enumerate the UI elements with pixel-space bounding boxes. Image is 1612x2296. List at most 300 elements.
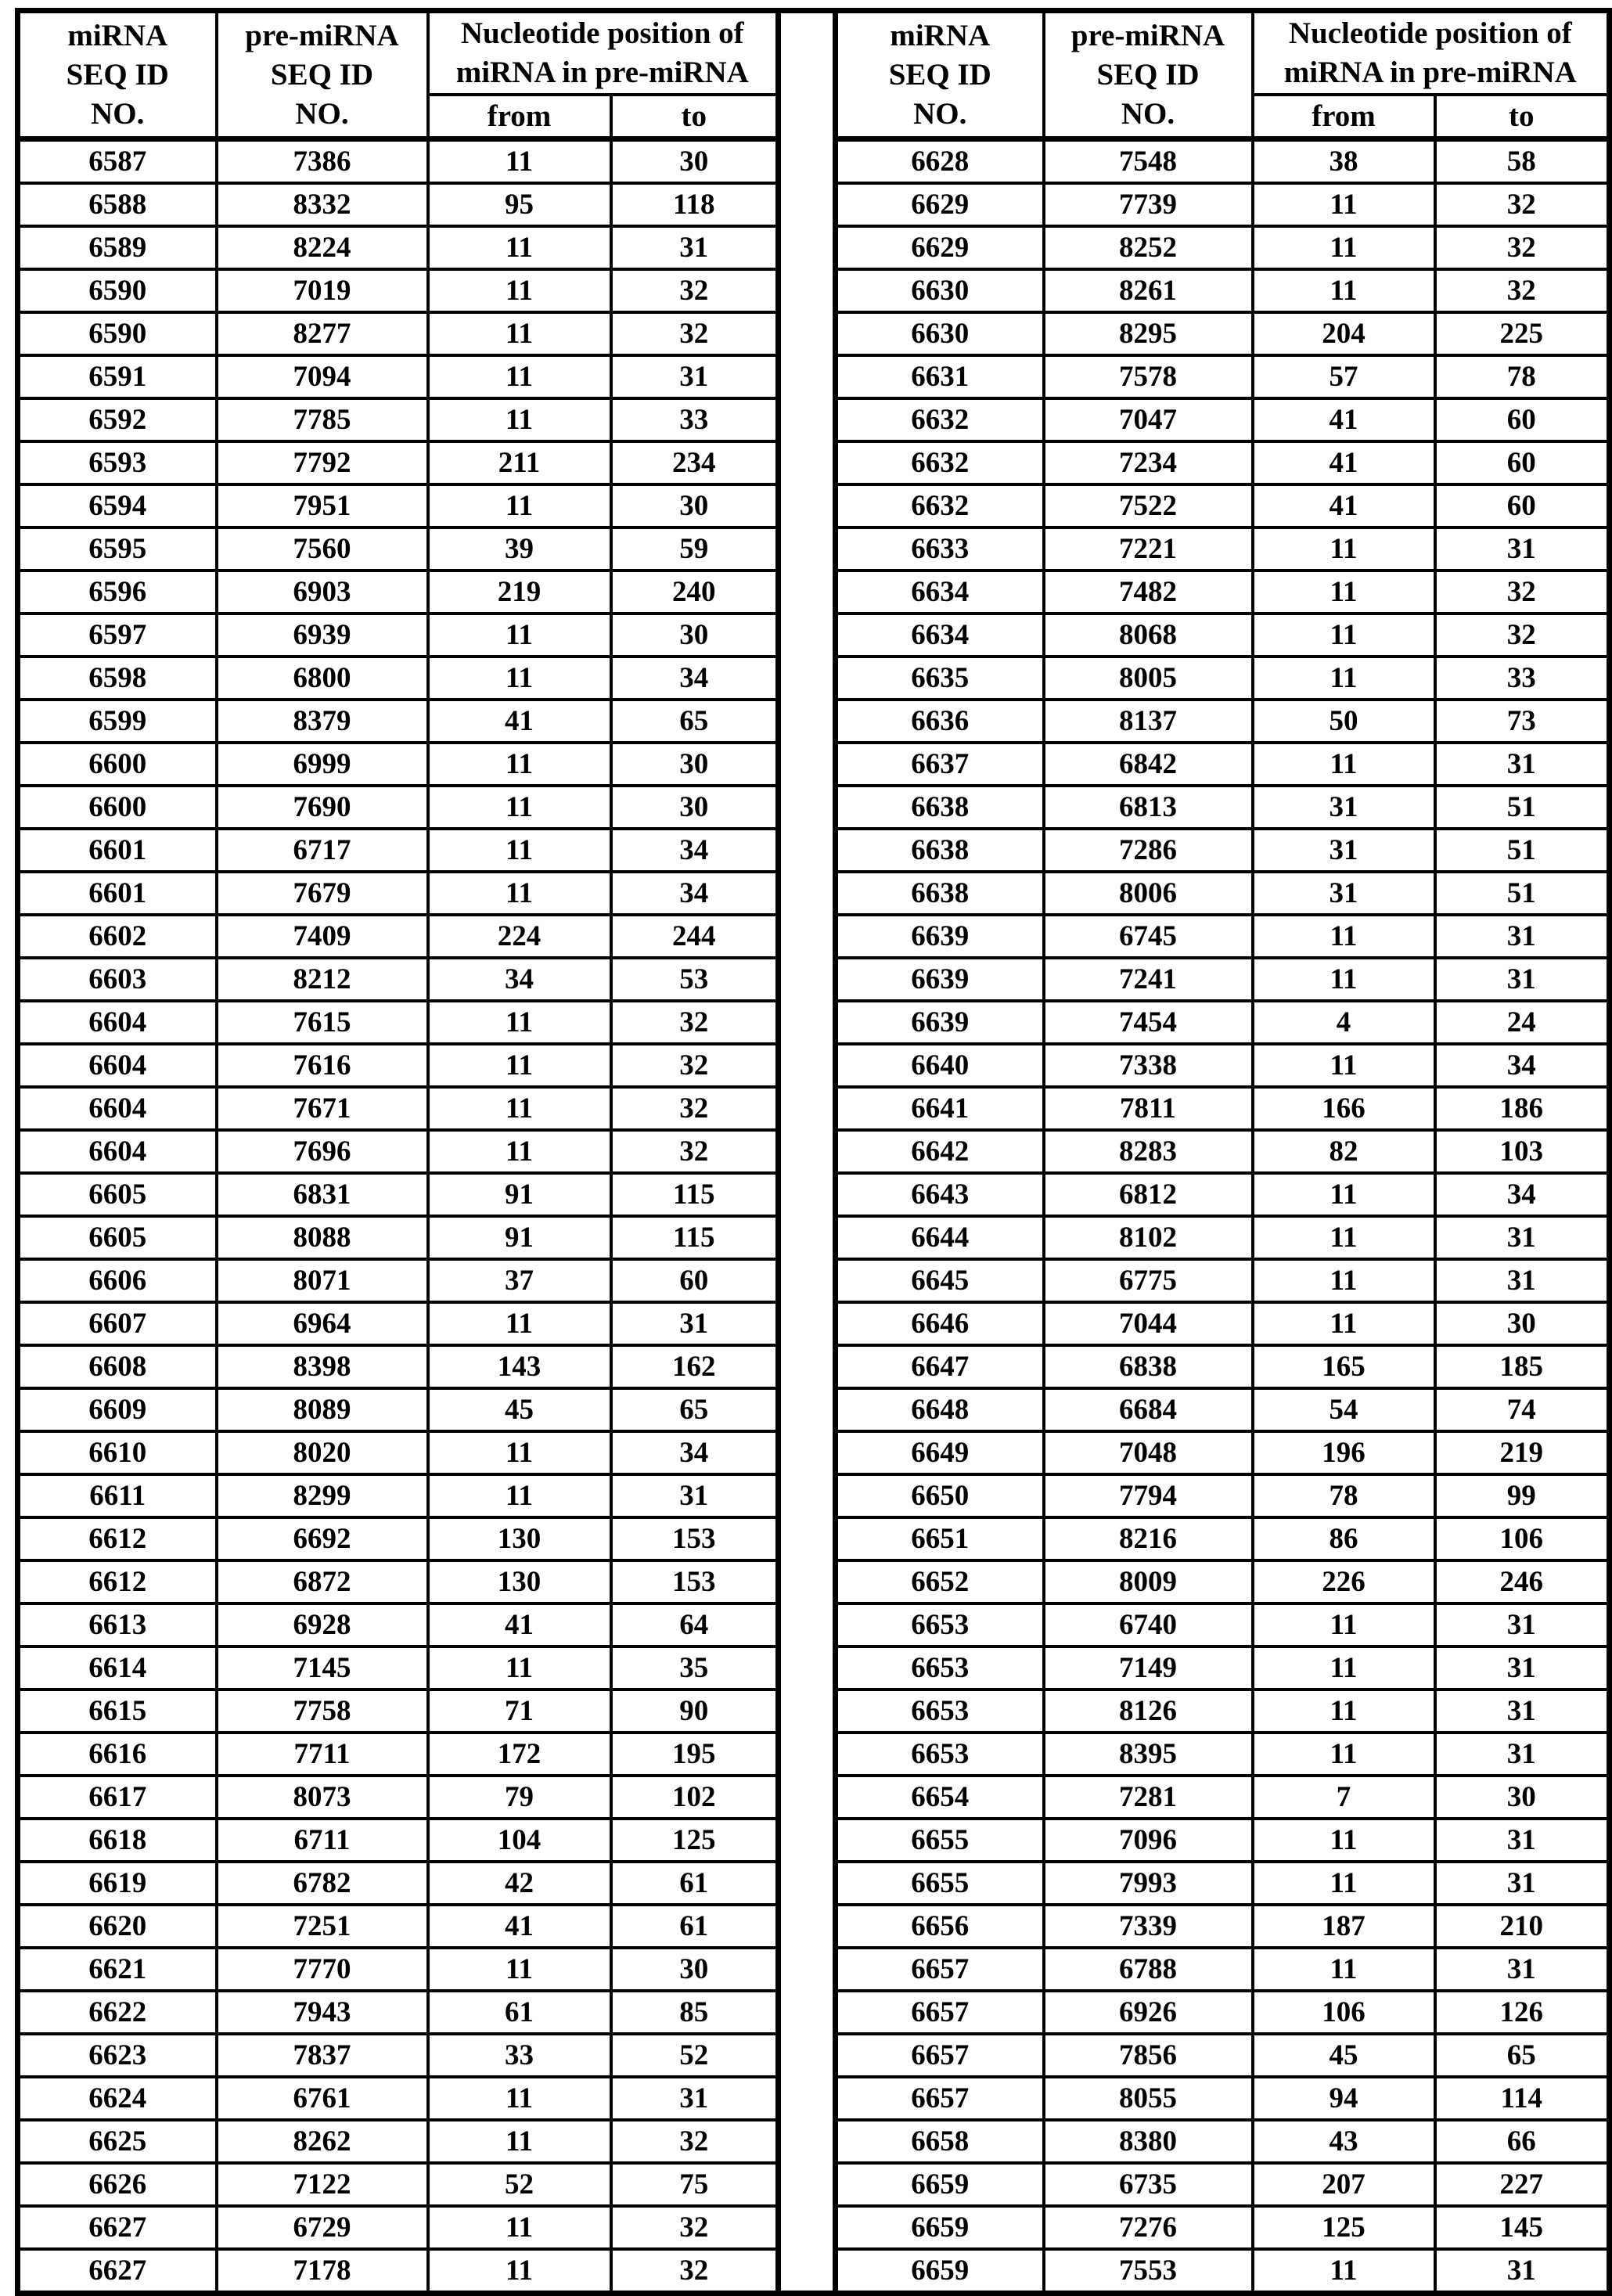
from-position-cell: 71 — [428, 1690, 611, 1733]
to-position-cell: 227 — [1435, 2163, 1610, 2206]
pre-mirna-seq-id-cell: 7482 — [1044, 570, 1253, 614]
to-position-cell: 234 — [611, 441, 779, 484]
right-table-row-28 — [836, 1302, 1610, 1345]
left-table-row-8 — [18, 441, 779, 484]
to-position-cell: 31 — [1435, 1603, 1610, 1646]
right-table-row-33 — [836, 1517, 1610, 1560]
left-table-row-50 — [18, 2249, 779, 2294]
pre-mirna-seq-id-cell: 7047 — [1044, 398, 1253, 441]
to-position-cell: 31 — [1435, 2249, 1610, 2294]
mirna-seq-id-cell: 6610 — [18, 1431, 217, 1474]
right-table-row-13 — [836, 657, 1610, 700]
pre-mirna-seq-id-cell: 8380 — [1044, 2120, 1253, 2163]
to-position-cell: 240 — [611, 570, 779, 614]
pre-mirna-seq-id-cell: 7615 — [217, 1001, 428, 1044]
from-position-cell: 125 — [1253, 2206, 1435, 2249]
right-table-row-9 — [836, 484, 1610, 527]
mirna-seq-id-cell: 6659 — [836, 2249, 1044, 2294]
from-position-cell: 11 — [1253, 614, 1435, 657]
from-position-cell: 78 — [1253, 1474, 1435, 1517]
mirna-seq-id-cell: 6590 — [18, 269, 217, 312]
to-position-cell: 73 — [1435, 700, 1610, 743]
pre-mirna-seq-id-cell: 7281 — [1044, 1776, 1253, 1819]
from-position-cell: 31 — [1253, 829, 1435, 872]
pre-mirna-seq-id-cell: 7522 — [1044, 484, 1253, 527]
pre-mirna-seq-id-cell: 7794 — [1044, 1474, 1253, 1517]
from-position-cell: 165 — [1253, 1345, 1435, 1388]
right-table-row-25 — [836, 1173, 1610, 1216]
from-position-cell: 219 — [428, 570, 611, 614]
mirna-seq-id-cell: 6632 — [836, 398, 1044, 441]
right-table-row-18 — [836, 872, 1610, 915]
right-header-from: from — [1253, 95, 1435, 139]
mirna-seq-id-cell: 6652 — [836, 1560, 1044, 1603]
left-table-row-46 — [18, 2077, 779, 2120]
left-table-row-22 — [18, 1044, 779, 1087]
right-table-row-15 — [836, 743, 1610, 786]
to-position-cell: 32 — [1435, 570, 1610, 614]
mirna-seq-id-cell: 6598 — [18, 657, 217, 700]
from-position-cell: 11 — [428, 1001, 611, 1044]
right-table-row-26 — [836, 1216, 1610, 1259]
pre-mirna-seq-id-cell: 8395 — [1044, 1733, 1253, 1776]
from-position-cell: 11 — [1253, 570, 1435, 614]
to-position-cell: 31 — [1435, 1948, 1610, 1991]
right-table-row-43 — [836, 1948, 1610, 1991]
from-position-cell: 207 — [1253, 2163, 1435, 2206]
mirna-seq-id-cell: 6589 — [18, 226, 217, 269]
mirna-seq-id-cell: 6611 — [18, 1474, 217, 1517]
pre-mirna-seq-id-cell: 6740 — [1044, 1603, 1253, 1646]
left-table-row-45 — [18, 2034, 779, 2077]
to-position-cell: 30 — [611, 786, 779, 829]
to-position-cell: 30 — [611, 614, 779, 657]
pre-mirna-seq-id-cell: 6684 — [1044, 1388, 1253, 1431]
from-position-cell: 106 — [1253, 1991, 1435, 2034]
to-position-cell: 52 — [611, 2034, 779, 2077]
right-table-row-2 — [836, 183, 1610, 226]
pre-mirna-seq-id-cell: 6711 — [217, 1819, 428, 1862]
pre-mirna-seq-id-cell: 7454 — [1044, 1001, 1253, 1044]
pre-mirna-seq-id-cell: 8299 — [217, 1474, 428, 1517]
left-table-row-27 — [18, 1259, 779, 1302]
to-position-cell: 102 — [611, 1776, 779, 1819]
pre-mirna-seq-id-cell: 7122 — [217, 2163, 428, 2206]
pre-mirna-seq-id-cell: 7096 — [1044, 1819, 1253, 1862]
to-position-cell: 31 — [1435, 1862, 1610, 1905]
to-position-cell: 34 — [611, 1431, 779, 1474]
left-table-row-41 — [18, 1862, 779, 1905]
from-position-cell: 50 — [1253, 700, 1435, 743]
pre-mirna-seq-id-cell: 7221 — [1044, 527, 1253, 570]
to-position-cell: 65 — [611, 700, 779, 743]
from-position-cell: 130 — [428, 1517, 611, 1560]
to-position-cell: 186 — [1435, 1087, 1610, 1130]
from-position-cell: 11 — [428, 139, 611, 184]
to-position-cell: 31 — [1435, 1216, 1610, 1259]
pre-mirna-seq-id-cell: 7234 — [1044, 441, 1253, 484]
mirna-seq-id-cell: 6604 — [18, 1087, 217, 1130]
to-position-cell: 59 — [611, 527, 779, 570]
pre-mirna-seq-id-cell: 8088 — [217, 1216, 428, 1259]
from-position-cell: 52 — [428, 2163, 611, 2206]
pre-mirna-seq-id-cell: 6788 — [1044, 1948, 1253, 1991]
right-table-row-17 — [836, 829, 1610, 872]
to-position-cell: 30 — [611, 484, 779, 527]
from-position-cell: 11 — [428, 2249, 611, 2294]
left-table-row-48 — [18, 2163, 779, 2206]
pre-mirna-seq-id-cell: 8009 — [1044, 1560, 1253, 1603]
right-table-row-36 — [836, 1646, 1610, 1690]
to-position-cell: 195 — [611, 1733, 779, 1776]
mirna-seq-id-cell: 6588 — [18, 183, 217, 226]
to-position-cell: 31 — [611, 2077, 779, 2120]
mirna-seq-id-cell: 6643 — [836, 1173, 1044, 1216]
mirna-seq-id-cell: 6659 — [836, 2206, 1044, 2249]
right-header-pre-mirna-seq-id: pre-miRNA SEQ ID NO. — [1044, 11, 1253, 139]
from-position-cell: 11 — [428, 2206, 611, 2249]
left-header-to: to — [611, 95, 779, 139]
mirna-seq-id-cell: 6602 — [18, 915, 217, 958]
pre-mirna-seq-id-cell: 7856 — [1044, 2034, 1253, 2077]
mirna-seq-id-cell: 6632 — [836, 441, 1044, 484]
from-position-cell: 91 — [428, 1173, 611, 1216]
mirna-seq-id-cell: 6641 — [836, 1087, 1044, 1130]
right-table-row-40 — [836, 1819, 1610, 1862]
to-position-cell: 30 — [1435, 1302, 1610, 1345]
left-table-row-29 — [18, 1345, 779, 1388]
from-position-cell: 41 — [1253, 398, 1435, 441]
pre-mirna-seq-id-cell: 8277 — [217, 312, 428, 355]
to-position-cell: 162 — [611, 1345, 779, 1388]
to-position-cell: 34 — [611, 657, 779, 700]
right-table-row-7 — [836, 398, 1610, 441]
from-position-cell: 143 — [428, 1345, 611, 1388]
pre-mirna-seq-id-cell: 7690 — [217, 786, 428, 829]
pre-mirna-seq-id-cell: 7276 — [1044, 2206, 1253, 2249]
mirna-seq-id-cell: 6634 — [836, 614, 1044, 657]
mirna-seq-id-cell: 6638 — [836, 872, 1044, 915]
pre-mirna-seq-id-cell: 7409 — [217, 915, 428, 958]
pre-mirna-seq-id-cell: 7679 — [217, 872, 428, 915]
right-table-row-46 — [836, 2077, 1610, 2120]
pre-mirna-seq-id-cell: 8137 — [1044, 700, 1253, 743]
from-position-cell: 54 — [1253, 1388, 1435, 1431]
to-position-cell: 118 — [611, 183, 779, 226]
mirna-seq-id-cell: 6619 — [18, 1862, 217, 1905]
mirna-seq-id-cell: 6629 — [836, 183, 1044, 226]
right-table-row-10 — [836, 527, 1610, 570]
to-position-cell: 31 — [1435, 1733, 1610, 1776]
pre-mirna-seq-id-cell: 8262 — [217, 2120, 428, 2163]
from-position-cell: 11 — [1253, 183, 1435, 226]
mirna-seq-id-cell: 6657 — [836, 1991, 1044, 2034]
right-table-row-5 — [836, 312, 1610, 355]
left-table-row-47 — [18, 2120, 779, 2163]
left-header-pre-mirna-seq-id: pre-miRNA SEQ ID NO. — [217, 11, 428, 139]
mirna-seq-id-cell: 6614 — [18, 1646, 217, 1690]
to-position-cell: 225 — [1435, 312, 1610, 355]
pre-mirna-seq-id-cell: 6717 — [217, 829, 428, 872]
from-position-cell: 39 — [428, 527, 611, 570]
left-table-row-20 — [18, 958, 779, 1001]
pre-mirna-seq-id-cell: 7149 — [1044, 1646, 1253, 1690]
pre-mirna-seq-id-cell: 7048 — [1044, 1431, 1253, 1474]
left-table-row-37 — [18, 1690, 779, 1733]
left-table-row-26 — [18, 1216, 779, 1259]
right-table-row-16 — [836, 786, 1610, 829]
to-position-cell: 53 — [611, 958, 779, 1001]
to-position-cell: 31 — [1435, 915, 1610, 958]
left-table-row-44 — [18, 1991, 779, 2034]
right-header-nucleotide-position: Nucleotide position of miRNA in pre-miRNA — [1253, 11, 1610, 95]
pre-mirna-seq-id-cell: 6735 — [1044, 2163, 1253, 2206]
to-position-cell: 145 — [1435, 2206, 1610, 2249]
right-table-row-48 — [836, 2163, 1610, 2206]
right-table-row-50 — [836, 2249, 1610, 2294]
to-position-cell: 61 — [611, 1862, 779, 1905]
pre-mirna-seq-id-cell: 7616 — [217, 1044, 428, 1087]
pre-mirna-seq-id-cell: 6842 — [1044, 743, 1253, 786]
to-position-cell: 74 — [1435, 1388, 1610, 1431]
left-table-row-7 — [18, 398, 779, 441]
from-position-cell: 79 — [428, 1776, 611, 1819]
from-position-cell: 11 — [428, 1646, 611, 1690]
from-position-cell: 11 — [1253, 527, 1435, 570]
pre-mirna-seq-id-cell: 7951 — [217, 484, 428, 527]
mirna-seq-id-cell: 6653 — [836, 1603, 1044, 1646]
left-table-row-42 — [18, 1905, 779, 1948]
left-table-row-33 — [18, 1517, 779, 1560]
left-table-row-31 — [18, 1431, 779, 1474]
from-position-cell: 11 — [428, 484, 611, 527]
mirna-seq-id-cell: 6648 — [836, 1388, 1044, 1431]
from-position-cell: 82 — [1253, 1130, 1435, 1173]
pre-mirna-seq-id-cell: 8224 — [217, 226, 428, 269]
pre-mirna-seq-id-cell: 8020 — [217, 1431, 428, 1474]
left-table-row-4 — [18, 269, 779, 312]
to-position-cell: 61 — [611, 1905, 779, 1948]
from-position-cell: 11 — [1253, 1259, 1435, 1302]
mirna-seq-id-cell: 6632 — [836, 484, 1044, 527]
from-position-cell: 11 — [1253, 1173, 1435, 1216]
from-position-cell: 11 — [428, 2077, 611, 2120]
to-position-cell: 66 — [1435, 2120, 1610, 2163]
pre-mirna-seq-id-cell: 7548 — [1044, 139, 1253, 184]
from-position-cell: 11 — [1253, 657, 1435, 700]
pre-mirna-seq-id-cell: 6939 — [217, 614, 428, 657]
to-position-cell: 32 — [611, 1130, 779, 1173]
to-position-cell: 60 — [611, 1259, 779, 1302]
to-position-cell: 32 — [611, 2206, 779, 2249]
to-position-cell: 246 — [1435, 1560, 1610, 1603]
left-table-row-1 — [18, 139, 779, 184]
pre-mirna-seq-id-cell: 7338 — [1044, 1044, 1253, 1087]
pre-mirna-seq-id-cell: 8102 — [1044, 1216, 1253, 1259]
right-table-row-24 — [836, 1130, 1610, 1173]
left-header-row-1 — [18, 11, 779, 95]
left-table-row-5 — [18, 312, 779, 355]
to-position-cell: 65 — [611, 1388, 779, 1431]
left-table-row-36 — [18, 1646, 779, 1690]
mirna-seq-id-cell: 6650 — [836, 1474, 1044, 1517]
left-table-row-30 — [18, 1388, 779, 1431]
pre-mirna-seq-id-cell: 8006 — [1044, 872, 1253, 915]
pre-mirna-seq-id-cell: 7386 — [217, 139, 428, 184]
right-table-row-14 — [836, 700, 1610, 743]
mirna-seq-id-cell: 6639 — [836, 915, 1044, 958]
from-position-cell: 11 — [1253, 1216, 1435, 1259]
to-position-cell: 30 — [611, 1948, 779, 1991]
from-position-cell: 95 — [428, 183, 611, 226]
from-position-cell: 11 — [428, 829, 611, 872]
mirna-seq-id-cell: 6657 — [836, 1948, 1044, 1991]
mirna-seq-id-cell: 6653 — [836, 1733, 1044, 1776]
mirna-seq-id-cell: 6630 — [836, 312, 1044, 355]
mirna-seq-id-cell: 6657 — [836, 2077, 1044, 2120]
left-table-row-10 — [18, 527, 779, 570]
mirna-seq-id-cell: 6604 — [18, 1044, 217, 1087]
pre-mirna-seq-id-cell: 7993 — [1044, 1862, 1253, 1905]
right-table-row-23 — [836, 1087, 1610, 1130]
to-position-cell: 99 — [1435, 1474, 1610, 1517]
to-position-cell: 219 — [1435, 1431, 1610, 1474]
from-position-cell: 41 — [428, 700, 611, 743]
from-position-cell: 11 — [428, 355, 611, 398]
from-position-cell: 11 — [428, 2120, 611, 2163]
left-table-row-17 — [18, 829, 779, 872]
right-table-row-34 — [836, 1560, 1610, 1603]
to-position-cell: 85 — [611, 1991, 779, 2034]
from-position-cell: 104 — [428, 1819, 611, 1862]
from-position-cell: 11 — [1253, 1646, 1435, 1690]
to-position-cell: 31 — [611, 226, 779, 269]
from-position-cell: 224 — [428, 915, 611, 958]
mirna-table-left — [15, 8, 781, 2296]
mirna-seq-id-cell: 6596 — [18, 570, 217, 614]
right-header-row-1 — [836, 11, 1610, 95]
right-table-row-11 — [836, 570, 1610, 614]
mirna-seq-id-cell: 6605 — [18, 1173, 217, 1216]
right-table-row-31 — [836, 1431, 1610, 1474]
right-table-row-32 — [836, 1474, 1610, 1517]
to-position-cell: 32 — [1435, 226, 1610, 269]
pre-mirna-seq-id-cell: 6775 — [1044, 1259, 1253, 1302]
mirna-seq-id-cell: 6657 — [836, 2034, 1044, 2077]
to-position-cell: 153 — [611, 1517, 779, 1560]
mirna-seq-id-cell: 6603 — [18, 958, 217, 1001]
to-position-cell: 32 — [611, 312, 779, 355]
mirna-seq-id-cell: 6653 — [836, 1646, 1044, 1690]
to-position-cell: 34 — [1435, 1044, 1610, 1087]
pre-mirna-seq-id-cell: 7578 — [1044, 355, 1253, 398]
right-table-row-3 — [836, 226, 1610, 269]
left-table-row-12 — [18, 614, 779, 657]
pre-mirna-seq-id-cell: 6838 — [1044, 1345, 1253, 1388]
pre-mirna-seq-id-cell: 8295 — [1044, 312, 1253, 355]
pre-mirna-seq-id-cell: 6831 — [217, 1173, 428, 1216]
pre-mirna-seq-id-cell: 7178 — [217, 2249, 428, 2294]
from-position-cell: 4 — [1253, 1001, 1435, 1044]
from-position-cell: 11 — [428, 1130, 611, 1173]
left-table-row-13 — [18, 657, 779, 700]
pre-mirna-seq-id-cell: 7560 — [217, 527, 428, 570]
right-table-row-4 — [836, 269, 1610, 312]
tables-row — [15, 8, 1612, 2296]
mirna-seq-id-cell: 6615 — [18, 1690, 217, 1733]
pre-mirna-seq-id-cell: 7241 — [1044, 958, 1253, 1001]
left-table-header — [18, 11, 779, 139]
right-table-header — [836, 11, 1610, 139]
pre-mirna-seq-id-cell: 8073 — [217, 1776, 428, 1819]
pre-mirna-seq-id-cell: 7044 — [1044, 1302, 1253, 1345]
right-table-row-29 — [836, 1345, 1610, 1388]
from-position-cell: 41 — [1253, 441, 1435, 484]
from-position-cell: 11 — [1253, 1819, 1435, 1862]
to-position-cell: 106 — [1435, 1517, 1610, 1560]
pre-mirna-seq-id-cell: 7711 — [217, 1733, 428, 1776]
to-position-cell: 34 — [611, 829, 779, 872]
to-position-cell: 31 — [611, 1302, 779, 1345]
to-position-cell: 31 — [611, 1474, 779, 1517]
mirna-seq-id-cell: 6634 — [836, 570, 1044, 614]
to-position-cell: 31 — [1435, 527, 1610, 570]
from-position-cell: 94 — [1253, 2077, 1435, 2120]
mirna-seq-id-cell: 6628 — [836, 139, 1044, 184]
pre-mirna-seq-id-cell: 6999 — [217, 743, 428, 786]
mirna-seq-id-cell: 6627 — [18, 2206, 217, 2249]
mirna-seq-id-cell: 6599 — [18, 700, 217, 743]
mirna-seq-id-cell: 6618 — [18, 1819, 217, 1862]
pre-mirna-seq-id-cell: 6729 — [217, 2206, 428, 2249]
mirna-seq-id-cell: 6639 — [836, 1001, 1044, 1044]
to-position-cell: 30 — [611, 139, 779, 184]
from-position-cell: 11 — [428, 1087, 611, 1130]
to-position-cell: 31 — [1435, 1819, 1610, 1862]
from-position-cell: 11 — [428, 226, 611, 269]
from-position-cell: 41 — [1253, 484, 1435, 527]
pre-mirna-seq-id-cell: 7696 — [217, 1130, 428, 1173]
left-table-body — [18, 139, 779, 2294]
from-position-cell: 11 — [428, 1044, 611, 1087]
left-table-row-43 — [18, 1948, 779, 1991]
to-position-cell: 51 — [1435, 872, 1610, 915]
mirna-seq-id-cell: 6624 — [18, 2077, 217, 2120]
left-table-row-39 — [18, 1776, 779, 1819]
to-position-cell: 115 — [611, 1216, 779, 1259]
to-position-cell: 60 — [1435, 441, 1610, 484]
to-position-cell: 31 — [1435, 958, 1610, 1001]
to-position-cell: 32 — [611, 2120, 779, 2163]
from-position-cell: 11 — [1253, 269, 1435, 312]
right-table-row-49 — [836, 2206, 1610, 2249]
from-position-cell: 11 — [428, 269, 611, 312]
pre-mirna-seq-id-cell: 8379 — [217, 700, 428, 743]
right-table-row-20 — [836, 958, 1610, 1001]
mirna-seq-id-cell: 6612 — [18, 1560, 217, 1603]
to-position-cell: 126 — [1435, 1991, 1610, 2034]
to-position-cell: 32 — [611, 2249, 779, 2294]
mirna-seq-id-cell: 6644 — [836, 1216, 1044, 1259]
left-table-row-19 — [18, 915, 779, 958]
pre-mirna-seq-id-cell: 7739 — [1044, 183, 1253, 226]
pre-mirna-seq-id-cell: 7145 — [217, 1646, 428, 1690]
from-position-cell: 41 — [428, 1603, 611, 1646]
mirna-seq-id-cell: 6587 — [18, 139, 217, 184]
to-position-cell: 33 — [611, 398, 779, 441]
pre-mirna-seq-id-cell: 8071 — [217, 1259, 428, 1302]
to-position-cell: 115 — [611, 1173, 779, 1216]
